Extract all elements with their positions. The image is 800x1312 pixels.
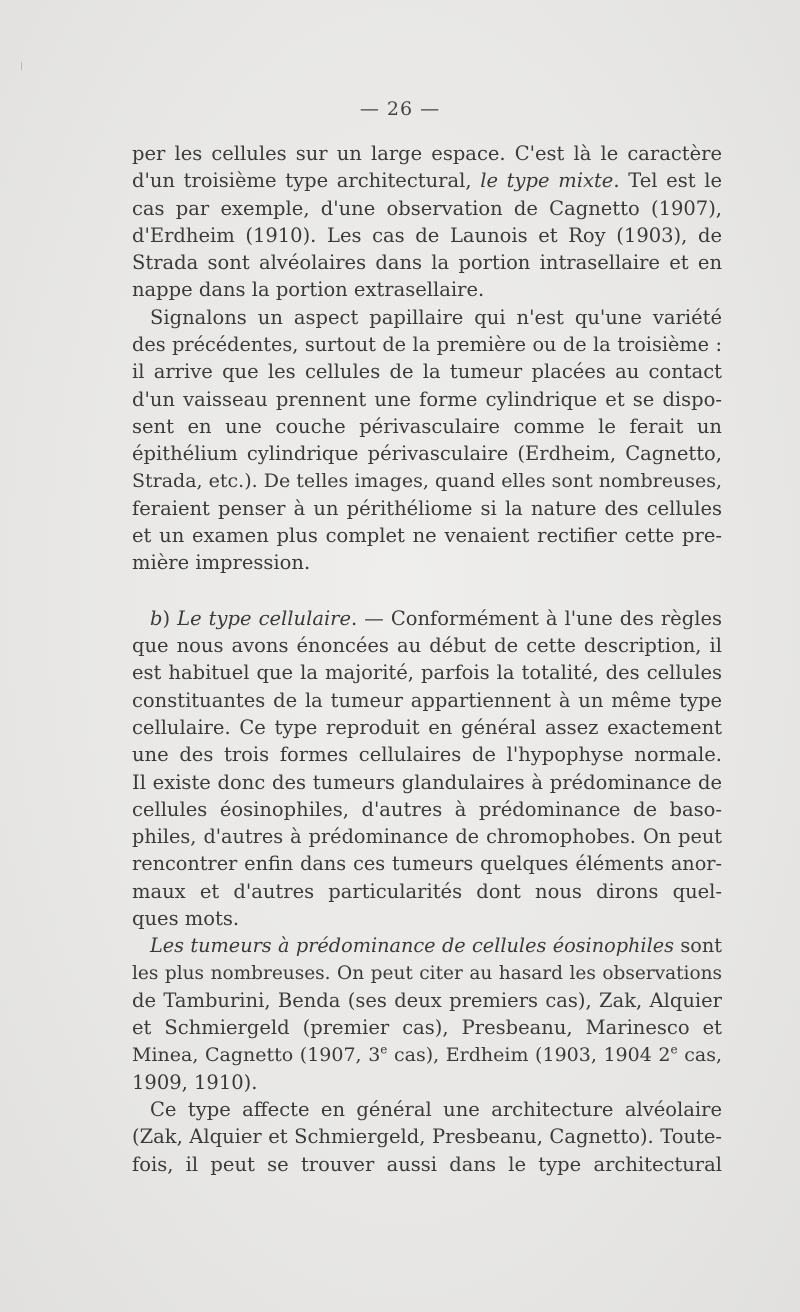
text-segment: d'Erdheim (1910). Les cas de Launois et Roy (1903), de bbox=[132, 223, 722, 247]
text-line bbox=[132, 386, 722, 413]
text-line bbox=[132, 140, 722, 167]
text-segment: le type mixte bbox=[480, 169, 614, 193]
text-line bbox=[132, 960, 722, 987]
text-segment: d'un vaisseau prennent une forme cylindrique et se dispo- bbox=[132, 387, 722, 411]
text-segment: Minea, Cagnetto (1907, 3 bbox=[132, 1043, 381, 1066]
text-segment: e bbox=[670, 1042, 678, 1057]
text-line bbox=[132, 413, 722, 440]
text-line bbox=[132, 741, 722, 768]
text-line bbox=[132, 605, 722, 632]
text-segment: Ce type affecte en général une architecture alvéolaire bbox=[150, 1098, 722, 1122]
text-segment: fois, il peut se trouver aussi dans le type architectural bbox=[132, 1152, 722, 1176]
text-segment: et Schmiergeld (premier cas), Presbeanu, Marinesco et bbox=[132, 1016, 722, 1040]
text-segment: cas, bbox=[677, 1043, 722, 1066]
text-line bbox=[132, 195, 722, 222]
text-line bbox=[132, 714, 722, 741]
text-segment: les plus nombreuses. On peut citer au hasard les observations bbox=[132, 962, 722, 984]
text-line bbox=[132, 249, 722, 276]
text-line bbox=[132, 878, 722, 905]
text-line bbox=[132, 440, 722, 467]
text-segment: nappe dans la portion extrasellaire. bbox=[132, 278, 485, 302]
text-segment: des précédentes, surtout de la première ou de la troisième : bbox=[132, 333, 722, 357]
margin-mark bbox=[21, 62, 22, 70]
text-segment: 1909, 1910). bbox=[132, 1070, 258, 1094]
text-line bbox=[132, 1069, 722, 1096]
text-segment: de Tamburini, Benda (ses deux premiers cas), Zak, Alquier bbox=[132, 988, 722, 1012]
text-line bbox=[132, 796, 722, 823]
text-segment: épithélium cylindrique périvasculaire (Erdheim, Cagnetto, bbox=[132, 442, 722, 466]
text-line bbox=[132, 1096, 722, 1123]
text-segment: Signalons un aspect papillaire qui n'est qu'une variété bbox=[150, 305, 722, 329]
text-line bbox=[132, 1014, 722, 1041]
text-line bbox=[132, 331, 722, 358]
text-segment: cellules éosinophiles, d'autres à prédominance de baso- bbox=[132, 797, 722, 821]
text-segment: feraient penser à un périthéliome si la nature des cellules bbox=[132, 496, 722, 520]
text-segment: et un examen plus complet ne venaient rectifier cette pre- bbox=[132, 524, 722, 548]
text-segment: Les tumeurs à prédominance de cellules éosinophiles bbox=[150, 934, 675, 958]
body-text bbox=[132, 140, 722, 1178]
text-line bbox=[132, 276, 722, 303]
text-line bbox=[132, 769, 722, 796]
text-segment: que nous avons énoncées au début de cette description, il bbox=[132, 634, 722, 658]
text-segment: est habituel que la majorité, parfois la totalité, des cellules bbox=[132, 661, 722, 685]
text-segment: Le type cellulaire bbox=[177, 606, 352, 630]
text-segment: b bbox=[150, 606, 163, 630]
paragraph-gap bbox=[132, 577, 722, 605]
text-segment: sont bbox=[674, 934, 722, 958]
text-line bbox=[132, 304, 722, 331]
text-segment: Il existe donc des tumeurs glandulaires à prédominance de bbox=[132, 770, 722, 794]
text-line bbox=[132, 632, 722, 659]
text-line bbox=[132, 932, 722, 959]
text-segment: Strada, etc.). De telles images, quand elles sont nombreuses, bbox=[132, 469, 722, 492]
text-segment: . Tel est le bbox=[613, 169, 722, 193]
text-line bbox=[132, 823, 722, 850]
text-line bbox=[132, 1042, 722, 1069]
page-number: — 26 — bbox=[359, 98, 441, 120]
text-segment: cas par exemple, d'une observation de Cagnetto (1907), bbox=[132, 196, 722, 220]
text-segment: philes, d'autres à prédominance de chromophobes. On peut bbox=[132, 825, 722, 849]
text-segment: cellulaire. Ce type reproduit en général assez exactement bbox=[132, 715, 722, 739]
text-line bbox=[132, 987, 722, 1014]
text-line bbox=[132, 468, 722, 495]
text-segment: cas), Erdheim (1903, 1904 2 bbox=[387, 1043, 671, 1066]
text-line bbox=[132, 850, 722, 877]
text-segment: ques mots. bbox=[132, 907, 240, 931]
text-segment: rencontrer enfin dans ces tumeurs quelques éléments anor- bbox=[132, 852, 722, 876]
text-line bbox=[132, 222, 722, 249]
text-line bbox=[132, 522, 722, 549]
text-segment: d'un troisième type architectural, bbox=[132, 169, 481, 193]
text-line bbox=[132, 687, 722, 714]
text-segment: il arrive que les cellules de la tumeur placées au contact bbox=[132, 360, 722, 384]
text-segment: une des trois formes cellulaires de l'hypophyse normale. bbox=[132, 743, 722, 767]
text-segment: maux et d'autres particularités dont nous dirons quel- bbox=[132, 879, 722, 903]
text-line bbox=[132, 549, 722, 576]
text-segment: . — Conformément à l'une des règles bbox=[351, 606, 722, 630]
text-line bbox=[132, 495, 722, 522]
text-segment: sent en une couche périvasculaire comme le ferait un bbox=[132, 414, 722, 438]
text-line bbox=[132, 659, 722, 686]
text-segment: e bbox=[380, 1042, 388, 1057]
text-line bbox=[132, 167, 722, 194]
text-line bbox=[132, 905, 722, 932]
text-segment: mière impression. bbox=[132, 551, 311, 575]
text-segment: constituantes de la tumeur appartiennent à un même type bbox=[132, 688, 722, 712]
text-segment: Strada sont alvéolaires dans la portion intrasellaire et en bbox=[132, 251, 722, 275]
text-line bbox=[132, 358, 722, 385]
text-line bbox=[132, 1123, 722, 1150]
text-segment: per les cellules sur un large espace. C'est là le caractère bbox=[132, 142, 722, 165]
text-line bbox=[132, 1151, 722, 1178]
text-segment: (Zak, Alquier et Schmiergeld, Presbeanu, Cagnetto). Toute- bbox=[132, 1125, 722, 1149]
text-segment: ) bbox=[162, 606, 178, 630]
